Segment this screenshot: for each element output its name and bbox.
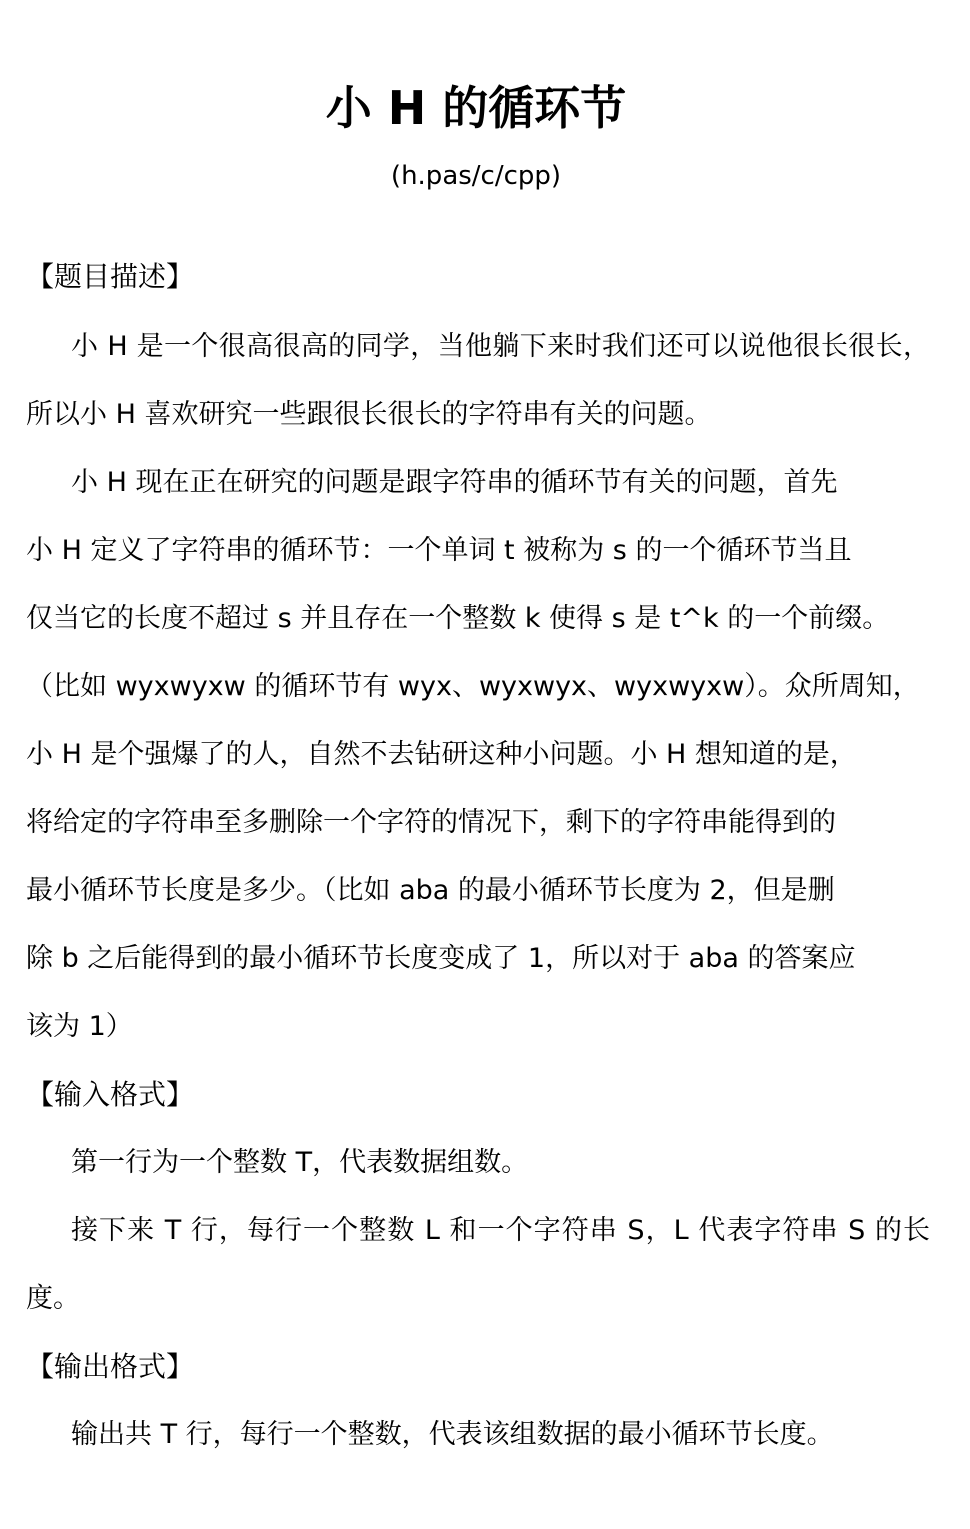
description-line: 将给定的字符串至多删除一个字符的情况下，剩下的字符串能得到的 [26, 807, 836, 838]
page-title: 小 H 的循环节 [325, 81, 627, 135]
section-heading-output: 【输出格式】 [26, 1350, 195, 1383]
description-line: 除 b 之后能得到的最小循环节长度变成了 1，所以对于 aba 的答案应 [26, 943, 856, 974]
output-paragraph-1: 输出共 T 行，每行一个整数，代表该组数据的最小循环节长度。 [71, 1419, 834, 1450]
input-paragraph-2: 接下来 T 行，每行一个整数 L 和一个字符串 S，L 代表字符串 S 的长度。 [26, 1215, 930, 1314]
input-paragraph-1: 第一行为一个整数 T，代表数据组数。 [71, 1147, 529, 1178]
description-paragraph-1: 小 H 是一个很高很高的同学，当他躺下来时我们还可以说他很长很长，所以小 H 喜欢研究一些跟很长很长的字符串有关的问题。 [26, 331, 930, 430]
description-line: （比如 wyxwyxw 的循环节有 wyx、wyxwyx、wyxwyxw）。众所周知， [26, 671, 920, 702]
description-line: 最小循环节长度是多少。（比如 aba 的最小循环节长度为 2，但是删 [26, 875, 835, 906]
description-line: 该为 1） [26, 1011, 133, 1042]
description-line: 小 H 是个强爆了的人，自然不去钻研这种小问题。小 H 想知道的是， [26, 739, 857, 770]
section-heading-input: 【输入格式】 [26, 1078, 195, 1111]
file-names: (h.pas/c/cpp) [390, 161, 562, 191]
description-line: 小 H 现在正在研究的问题是跟字符串的循环节有关的问题，首先 [71, 467, 838, 498]
description-line: 仅当它的长度不超过 s 并且存在一个整数 k 使得 s 是 t^k 的一个前缀。 [26, 603, 890, 634]
description-line: 小 H 定义了字符串的循环节：一个单词 t 被称为 s 的一个循环节当且 [26, 535, 852, 566]
section-heading-description: 【题目描述】 [26, 260, 195, 293]
